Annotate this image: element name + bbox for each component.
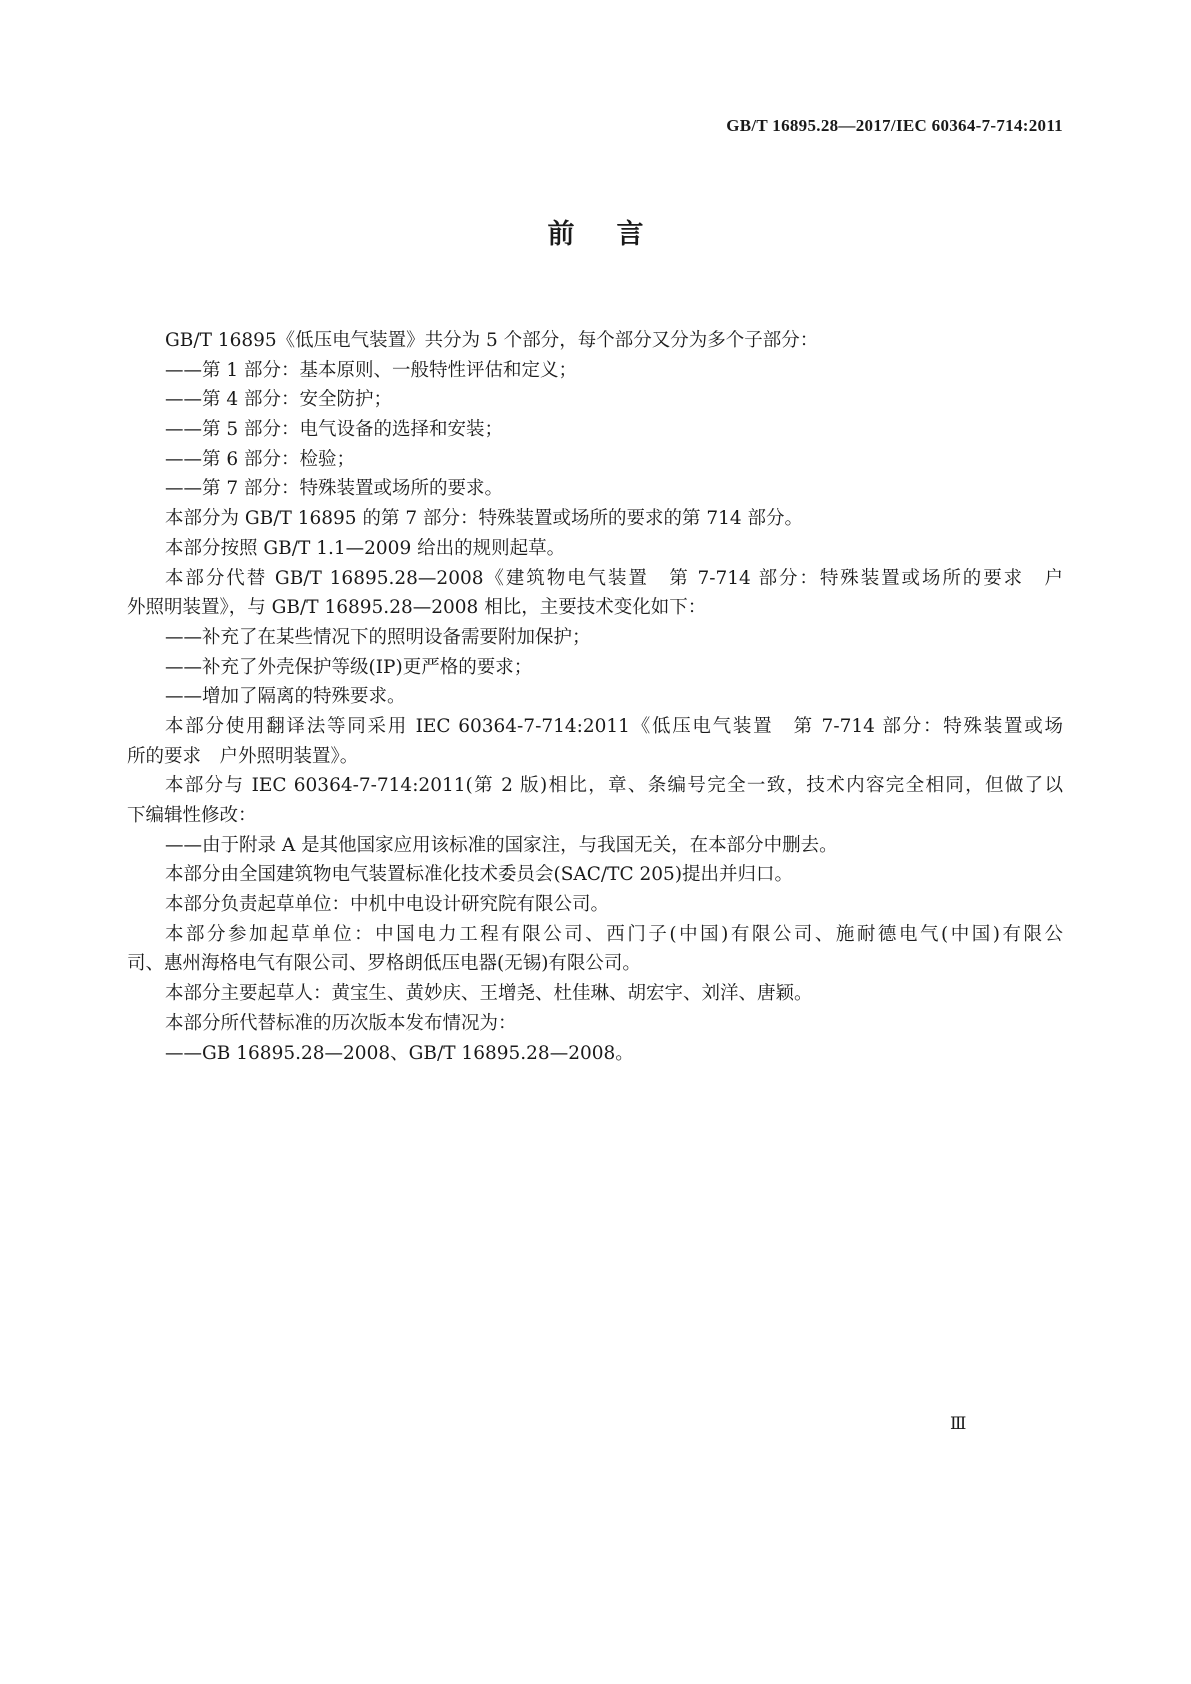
text-line: 外照明装置》，与 GB/T 16895.28—2008 相比，主要技术变化如下： — [127, 597, 707, 619]
text-line: 本部分代替 GB/T 16895.28—2008《建筑物电气装置 第 7-714 部分：特殊装置或场所的要求 户 — [165, 567, 1063, 589]
text-line: ——补充了外壳保护等级(IP)更严格的要求； — [165, 656, 533, 678]
text-line: 本部分由全国建筑物电气装置标准化技术委员会(SAC/TC 205)提出并归口。 — [165, 864, 794, 886]
text-line: 本部分为 GB/T 16895 的第 7 部分：特殊装置或场所的要求的第 714 部分。 — [165, 508, 804, 530]
page-title — [0, 212, 1191, 251]
text-line: 本部分负责起草单位：中机中电设计研究院有限公司。 — [165, 894, 610, 916]
text-line: 所的要求 户外照明装置》。 — [127, 745, 359, 767]
text-line: ——第 1 部分：基本原则、一般特性评估和定义； — [165, 359, 578, 381]
title-char: 前 — [547, 219, 575, 250]
text-line: ——第 4 部分：安全防护； — [165, 389, 393, 411]
text-line: GB/T 16895《低压电气装置》共分为 5 个部分，每个部分又分为多个子部分： — [165, 330, 819, 351]
text-line: ——由于附录 A 是其他国家应用该标准的国家注，与我国无关，在本部分中删去。 — [165, 834, 838, 856]
title-char: 言 — [616, 219, 644, 250]
text-line: 本部分与 IEC 60364-7-714:2011(第 2 版)相比，章、条编号完全一致，技术内容完全相同，但做了以 — [165, 775, 1063, 797]
document-body — [127, 326, 1063, 1068]
text-line: 司、惠州海格电气有限公司、罗格朗低压电器(无锡)有限公司。 — [127, 953, 641, 975]
standard-number-header: GB/T 16895.28—2017/IEC 60364-7-714:2011 — [726, 116, 1063, 135]
text-line: ——增加了隔离的特殊要求。 — [165, 686, 406, 708]
text-line: 下编辑性修改： — [127, 805, 257, 826]
text-line: ——第 7 部分：特殊装置或场所的要求。 — [165, 478, 504, 500]
text-line: ——第 6 部分：检验； — [165, 448, 356, 470]
text-line: 本部分所代替标准的历次版本发布情况为： — [165, 1012, 517, 1034]
text-line: 本部分参加起草单位：中国电力工程有限公司、西门子(中国)有限公司、施耐德电气(中国)有限公 — [165, 923, 1063, 945]
text-line: ——GB 16895.28—2008、GB/T 16895.28—2008。 — [165, 1042, 634, 1064]
page-number: Ⅲ — [950, 1414, 967, 1434]
text-line: 本部分主要起草人：黄宝生、黄妙庆、王增尧、杜佳琳、胡宏宇、刘洋、唐颖。 — [165, 983, 813, 1005]
text-line: ——第 5 部分：电气设备的选择和安装； — [165, 419, 504, 441]
text-line: ——补充了在某些情况下的照明设备需要附加保护； — [165, 626, 591, 648]
text-line: 本部分使用翻译法等同采用 IEC 60364-7-714:2011《低压电气装置 第 7-714 部分：特殊装置或场 — [165, 715, 1063, 737]
text-line: 本部分按照 GB/T 1.1—2009 给出的规则起草。 — [165, 537, 566, 559]
